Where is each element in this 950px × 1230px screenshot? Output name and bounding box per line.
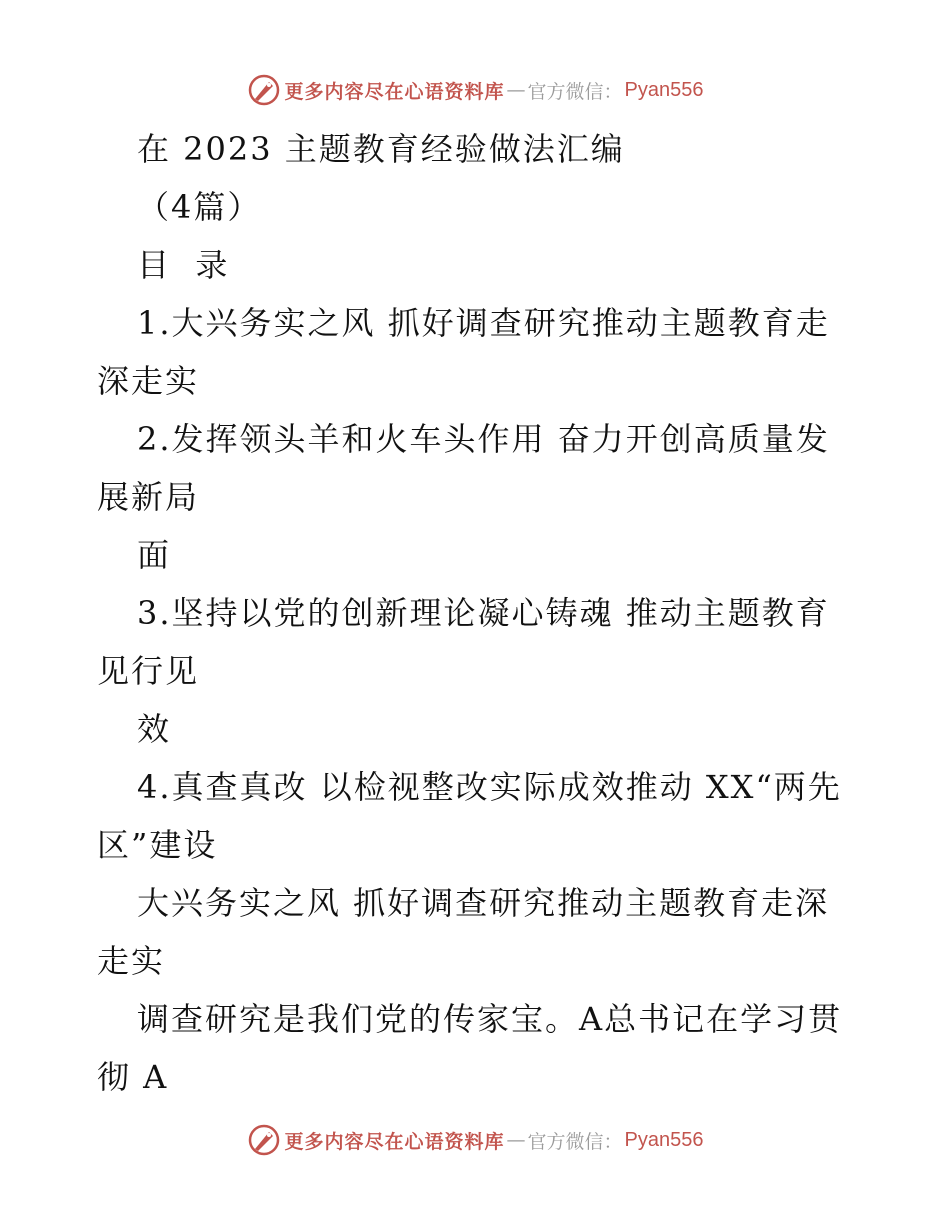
pen-nib-logo-icon (247, 1123, 281, 1157)
toc-item-3-line-2: 见行见 (97, 652, 200, 690)
toc-item-1-line-1: 1.大兴务实之风 抓好调查研究推动主题教育走 (137, 304, 830, 342)
watermark-text: 更多内容尽在心语资料库 (284, 80, 505, 103)
watermark-separator: — (506, 79, 526, 101)
document-title: 在 2023 主题教育经验做法汇编 (137, 130, 625, 168)
toc-item-3-line-3: 效 (137, 710, 172, 748)
toc-item-4-line-2: 区”建设 (97, 826, 218, 864)
watermark-handle-label: 官方微信： (527, 1130, 623, 1153)
header-watermark (0, 70, 950, 110)
document-body (97, 120, 857, 1106)
section-title-line-1: 大兴务实之风 抓好调查研究推动主题教育走深 (137, 884, 830, 922)
toc-item-2-line-1: 2.发挥领头羊和火车头作用 奋力开创高质量发 (137, 420, 830, 458)
paragraph-line-1: 调查研究是我们党的传家宝。A总书记在学习贯 (137, 1000, 843, 1038)
section-title-line-2: 走实 (97, 942, 166, 980)
pen-nib-logo-icon (247, 73, 281, 107)
document-subtitle: （4篇） (137, 188, 262, 226)
toc-heading: 目 录 (137, 246, 230, 284)
footer-watermark (0, 1120, 950, 1160)
watermark-separator: — (506, 1129, 526, 1151)
toc-item-4-line-1: 4.真查真改 以检视整改实际成效推动 XX“两先 (137, 768, 842, 806)
watermark-handle: Pyan556 (624, 1128, 704, 1151)
watermark-handle-label: 官方微信： (527, 80, 623, 103)
toc-item-3-line-1: 3.坚持以党的创新理论凝心铸魂 推动主题教育 (137, 594, 830, 632)
paragraph-line-2: 彻 A (97, 1058, 169, 1096)
watermark-text: 更多内容尽在心语资料库 (284, 1130, 505, 1153)
toc-item-2-line-2: 展新局 (97, 478, 200, 516)
watermark-handle: Pyan556 (624, 78, 704, 101)
toc-item-1-line-2: 深走实 (97, 362, 200, 400)
toc-item-2-line-3: 面 (137, 536, 172, 574)
